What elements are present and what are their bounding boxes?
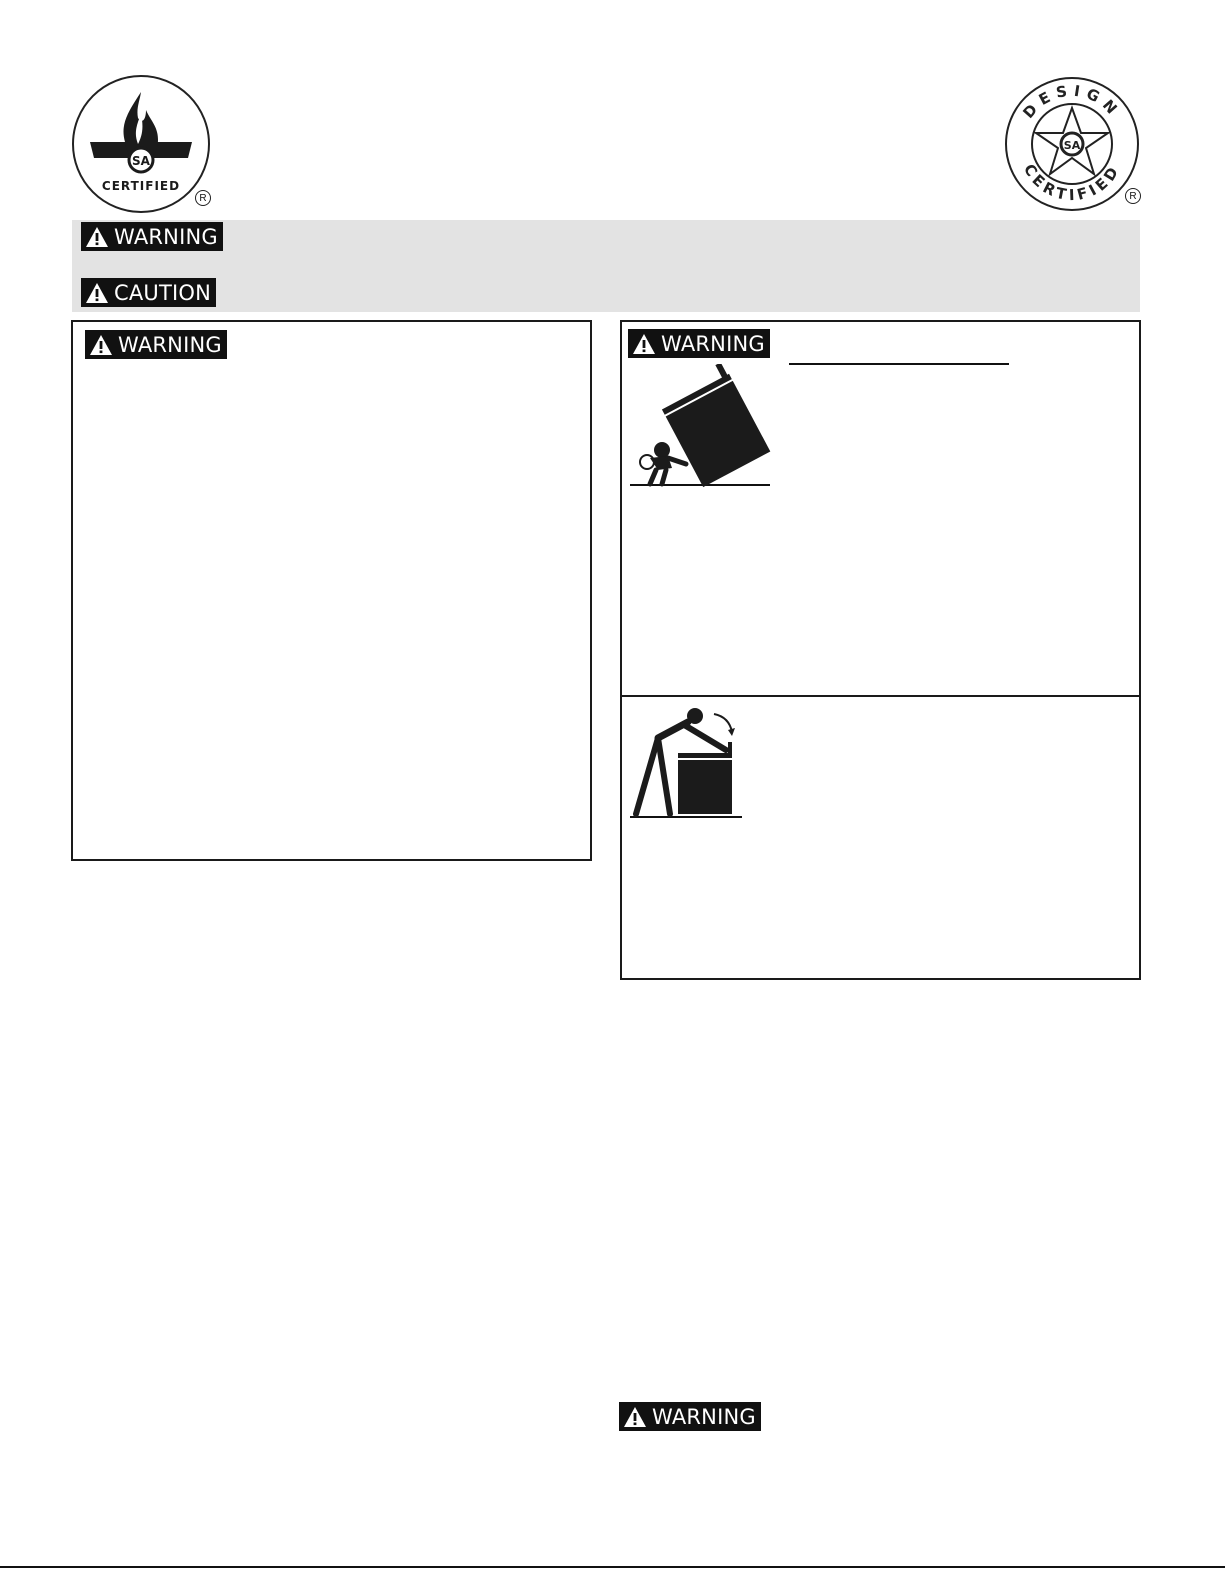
- right-registered-mark: R: [1125, 188, 1141, 204]
- bottom-warning-badge: [619, 1402, 761, 1431]
- alert-triangle-icon: [623, 1406, 647, 1428]
- alert-triangle-icon: [632, 333, 656, 355]
- left-seal-mark: SA: [132, 154, 150, 168]
- heading-underline: [789, 363, 1009, 365]
- alert-triangle-icon: [85, 282, 109, 304]
- right-seal-mark: SA: [1063, 139, 1081, 152]
- band-caution-label: CAUTION: [114, 280, 212, 305]
- right-box-warning-label: WARNING: [661, 331, 765, 356]
- band-caution-badge: [81, 278, 216, 307]
- alert-triangle-icon: [85, 226, 109, 248]
- footer-rule: [0, 1566, 1225, 1568]
- right-seal-bottom-text: CERTIFIED: [1019, 160, 1125, 205]
- left-box-warning-badge: [85, 330, 227, 359]
- left-warning-box: [71, 320, 592, 861]
- signal-word-band: [72, 220, 1140, 312]
- tipping-range-child-icon: [628, 364, 772, 488]
- right-seal-top-text: DESIGN: [1019, 81, 1125, 122]
- left-registered-mark: R: [195, 190, 211, 206]
- bottom-warning-label: WARNING: [652, 1404, 756, 1429]
- alert-triangle-icon: [89, 334, 113, 356]
- right-box-warning-badge: [628, 329, 770, 358]
- right-box-divider: [620, 695, 1141, 697]
- adult-checking-range-icon: [628, 704, 746, 822]
- band-warning-badge: [81, 222, 223, 251]
- band-warning-label: WARNING: [114, 224, 218, 249]
- design-certified-seal-logo: [1002, 76, 1142, 212]
- left-seal-text: CERTIFIED: [101, 179, 181, 193]
- left-box-warning-label: WARNING: [118, 332, 222, 357]
